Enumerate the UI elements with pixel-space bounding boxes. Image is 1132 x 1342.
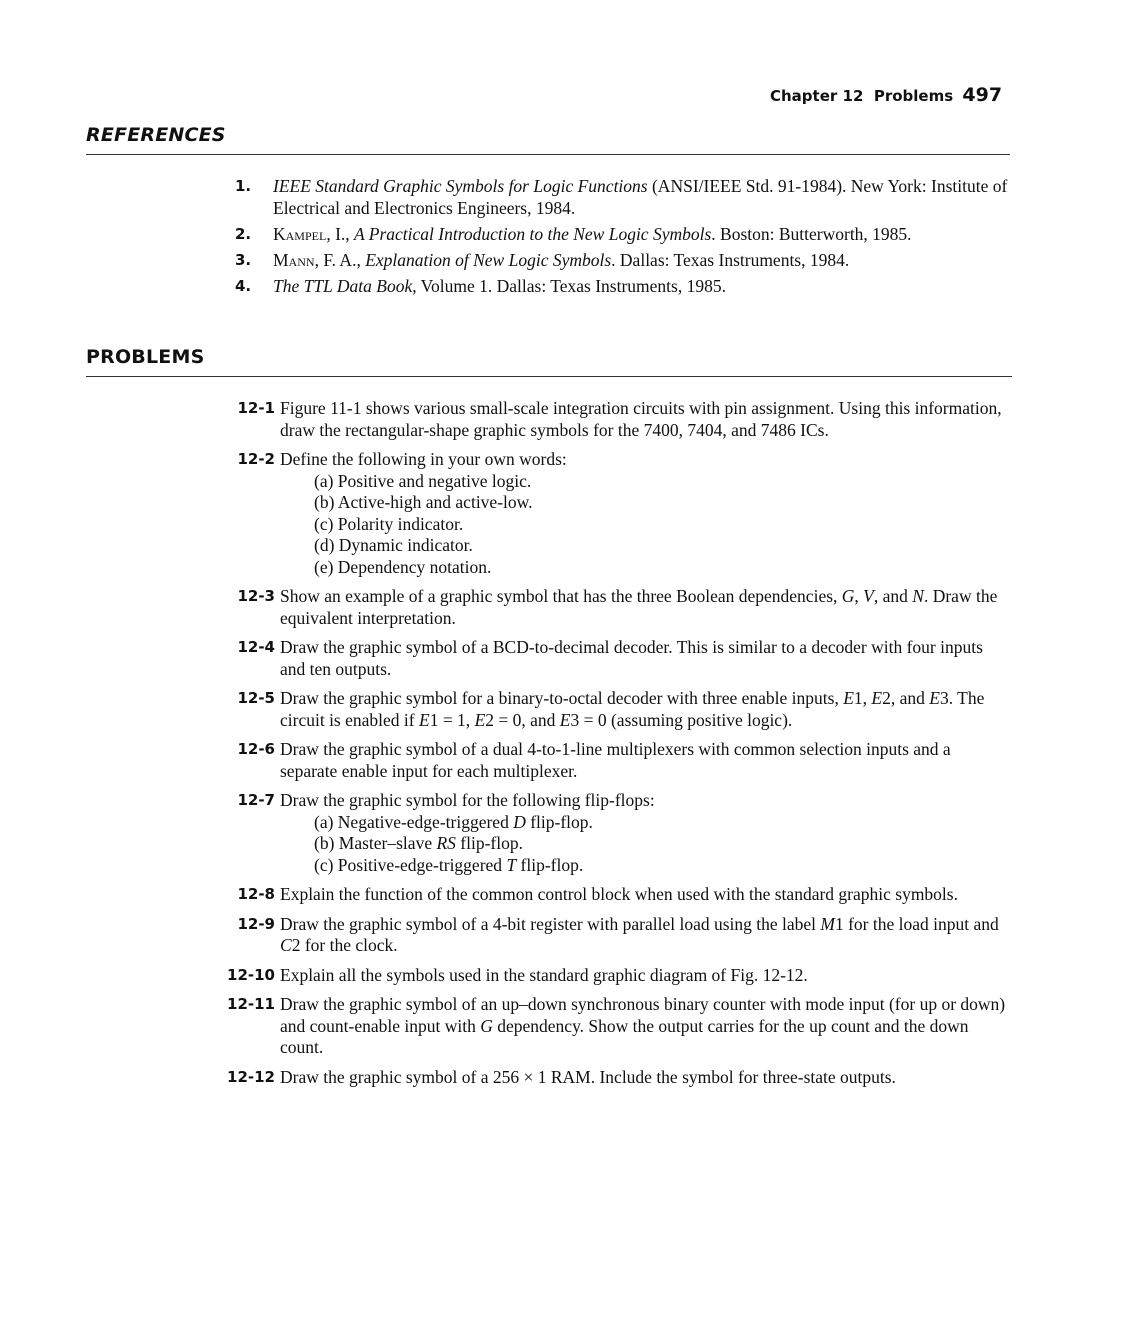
problems-heading: PROBLEMS [86, 346, 205, 368]
text-run: 2 for the clock. [291, 935, 398, 955]
text-run: (a) Negative-edge-triggered [314, 811, 514, 832]
problem-number: 12-11 [227, 995, 275, 1013]
section-rule [86, 376, 1012, 377]
problem-text [280, 790, 1010, 812]
problem-number: 12-3 [237, 587, 275, 605]
text-run: (c) Positive-edge-triggered [314, 854, 507, 875]
text-run: flip-flop. [516, 854, 584, 875]
problem-text [280, 994, 1010, 1059]
text-run: The TTL Data Book [273, 276, 413, 296]
text-run: 1, [853, 688, 872, 708]
problem-subitem: (c) Polarity indicator. [314, 513, 464, 534]
problem-item [210, 637, 1010, 680]
problem-number: 12-10 [227, 965, 275, 984]
reference-list [228, 175, 1018, 301]
text-run: , [854, 586, 864, 606]
text-run: G [480, 1015, 493, 1036]
problem-number: 12-12 [227, 1067, 275, 1086]
reference-number: 3. [235, 251, 252, 269]
problem-item [210, 884, 1010, 906]
text-run: Mann [273, 250, 315, 270]
text-run: G [841, 586, 855, 606]
text-run: Explain the function of the common control block when used with the standard graphic symbols. [280, 884, 958, 904]
text-run: dependency. Show the output carries for the up count and the down count. [280, 1015, 969, 1057]
text-run: . Draw the equivalent interpretation. [280, 586, 998, 628]
text-run: E [418, 709, 430, 730]
problem-number: 12-8 [237, 885, 275, 903]
text-run: E [474, 709, 486, 730]
problem-item [210, 449, 1010, 578]
text-run: IEEE Standard Graphic Symbols for Logic Functions [273, 176, 648, 196]
text-run: 2, and [882, 688, 930, 708]
problem-text [280, 449, 1010, 471]
text-run: flip-flop. [525, 811, 593, 832]
text-run: , and [873, 586, 913, 606]
text-run: 1 = 1, [429, 709, 475, 730]
text-run: , Volume 1. Dallas: Texas Instruments, 1985. [412, 276, 726, 296]
problem-item [210, 914, 1010, 957]
problem-item [210, 688, 1010, 731]
text-run: . Dallas: Texas Instruments, 1984. [611, 250, 850, 270]
text-run: Define the following in your own words: [280, 449, 567, 469]
problem-text [280, 914, 1010, 957]
reference-item [228, 175, 1018, 219]
problem-subitem: (a) Positive and negative logic. [314, 470, 532, 491]
problem-number: 12-4 [237, 638, 275, 656]
problem-number: 12-2 [237, 450, 275, 468]
references-heading: REFERENCES [86, 124, 226, 146]
problem-subitem: (d) Dynamic indicator. [314, 535, 473, 555]
running-head-chapter: Chapter 12 [770, 87, 864, 105]
text-run: flip-flop. [455, 833, 523, 853]
text-run: Draw the graphic symbol for the following flip-flops: [280, 790, 655, 810]
problem-subitem [280, 812, 1010, 834]
reference-number: 4. [235, 277, 252, 295]
reference-item [228, 249, 1018, 271]
text-run: (b) Master–slave [314, 833, 437, 853]
problem-subitem: (b) Active-high and active-low. [314, 492, 533, 512]
text-run: Figure 11-1 shows various small-scale integration circuits with pin assignment. Using this information, draw the rectangular-shape graphic symbols for the 7400, 7404, and 7486 ICs. [280, 398, 1002, 440]
page-number: 497 [962, 84, 1003, 106]
text-run: 3 = 0 (assuming positive logic). [570, 709, 793, 730]
reference-item [228, 275, 1018, 297]
problem-text [280, 398, 1010, 441]
text-run: Draw the graphic symbol of an up–down synchronous binary counter with mode input (for up or down) and count-enable input with [280, 994, 1006, 1036]
text-run: RS [436, 833, 456, 853]
reference-item [228, 223, 1018, 245]
problem-subitem [280, 833, 1010, 855]
running-head-section: Problems [873, 87, 954, 105]
text-run: Kampel [273, 224, 327, 244]
text-run: Explain all the symbols used in the standard graphic diagram of Fig. 12-12. [280, 964, 808, 985]
text-run: 2 = 0, and [485, 709, 560, 730]
problem-text [280, 965, 1010, 987]
problem-item [210, 965, 1010, 987]
text-run: E [559, 709, 571, 730]
problem-item [210, 739, 1010, 782]
section-rule [86, 154, 1010, 155]
text-run: E [871, 688, 883, 708]
problem-text [280, 637, 1010, 680]
text-run: Draw the graphic symbol of a dual 4-to-1-line multiplexers with common selection inputs and a separate enable input for each multiplexer. [280, 739, 951, 781]
problem-number: 12-6 [237, 740, 275, 758]
problem-text [280, 1067, 1010, 1089]
problem-subitem: (e) Dependency notation. [314, 556, 492, 577]
problem-item [210, 1067, 1010, 1089]
text-run: V [863, 586, 874, 606]
text-run: D [513, 811, 526, 832]
text-run: M [820, 913, 835, 934]
problem-text [280, 739, 1010, 782]
problem-number: 12-1 [237, 399, 275, 417]
problem-subitem [280, 855, 1010, 877]
reference-number: 1. [235, 177, 252, 195]
text-run: . Boston: Butterworth, 1985. [711, 224, 912, 244]
text-run: Draw the graphic symbol of a 4-bit register with parallel load using the label [280, 913, 821, 934]
text-run: E [929, 688, 940, 708]
text-run: E [843, 688, 854, 708]
text-run: Draw the graphic symbol for a binary-to-octal decoder with three enable inputs, [280, 688, 844, 708]
text-run: N [912, 586, 924, 606]
problem-item [210, 790, 1010, 876]
problem-item [210, 586, 1010, 629]
text-run: 3. The circuit is enabled if [280, 688, 985, 730]
text-run: C [280, 935, 292, 955]
text-run: T [506, 854, 517, 875]
problem-list [210, 398, 1010, 1096]
text-run: Draw the graphic symbol of a 256 × 1 RAM. Include the symbol for three-state outputs. [280, 1066, 896, 1087]
problem-text [280, 586, 1010, 629]
text-run: Explanation of New Logic Symbols [365, 250, 612, 270]
text-run: (ANSI/IEEE Std. 91-1984). New York: Institute of Electrical and Electronics Engineers, 1984. [273, 176, 1008, 218]
problem-number: 12-5 [237, 689, 275, 707]
problem-number: 12-7 [237, 791, 275, 809]
text-run: , I., [326, 224, 355, 244]
text-run: , F. A., [314, 250, 366, 270]
text-run: Show an example of a graphic symbol that has the three Boolean dependencies, [280, 586, 842, 606]
problem-item [210, 994, 1010, 1059]
text-run: A Practical Introduction to the New Logic Symbols [354, 224, 712, 244]
text-run: Draw the graphic symbol of a BCD-to-decimal decoder. This is similar to a decoder with four inputs and ten outputs. [280, 637, 983, 679]
running-head [770, 84, 1010, 106]
text-run: 1 for the load input and [834, 913, 999, 934]
problem-text [280, 688, 1010, 731]
problem-number: 12-9 [237, 914, 275, 933]
reference-number: 2. [235, 225, 252, 243]
problem-item [210, 398, 1010, 441]
problem-text [280, 884, 1010, 906]
